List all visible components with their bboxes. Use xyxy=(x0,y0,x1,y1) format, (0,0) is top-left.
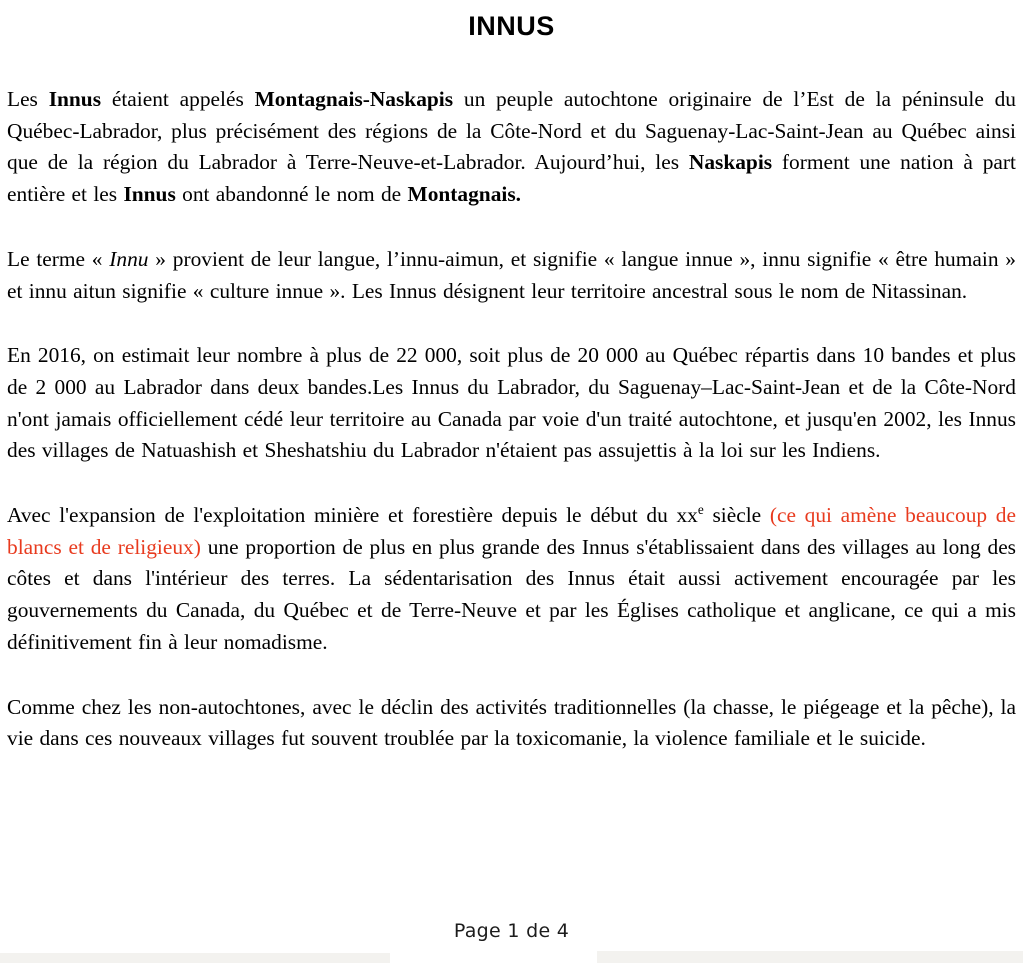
next-page-top-edge-left xyxy=(0,953,390,963)
text-segment-n: » provient de leur langue, l’innu-aimun, et signifie « langue innue », innu signifie « être humain » et innu aitun signifie « culture innue ». Les Innus désignent leur territoire ancestral sous le nom de Nitassinan. xyxy=(7,246,1023,303)
text-segment-n: Avec l'expansion de l'exploitation minière et forestière depuis le début du xx xyxy=(7,503,698,528)
text-segment-b: Montagnais. xyxy=(407,182,522,207)
text-segment-b: Naskapis xyxy=(688,150,773,175)
text-segment-r: (ce qui amène beaucoup de blancs et de religieux) xyxy=(7,503,1023,559)
text-segment-b: Innus xyxy=(48,87,102,111)
text-segment-n: un peuple autochtone originaire de l’Est de la péninsule du Québec-Labrador, plus précisément des régions de la Côte-Nord et du Saguenay-Lac-Saint-Jean au Québec ainsi que de la région du Labrador à Terre-Neuve-et-Labrador. Aujourd’hui, les xyxy=(7,87,1023,175)
text-segment-n: Le terme « xyxy=(7,246,110,271)
text-segment-n: une proportion de plus en plus grande des Innus s'établissaient dans des villages au long des côtes et dans l'intérieur des terres. La sédentarisation des Innus était aussi activement encouragée par les gouvernements du Canada, du Québec et de Terre-Neuve et par les Églises catholique et anglicane, ce qui a mis définitivement fin à leur nomadisme. xyxy=(7,534,1023,654)
text-segment-sup: e xyxy=(697,501,704,517)
paragraph xyxy=(7,340,1023,467)
text-segment-n: siècle xyxy=(703,503,770,528)
next-page-top-edge-right xyxy=(597,951,1023,963)
document-title: INNUS xyxy=(468,11,555,41)
text-segment-b: Innus xyxy=(123,182,176,207)
page-number: Page 1 de 4 xyxy=(453,920,570,942)
paragraph xyxy=(7,84,1023,211)
text-segment-n: ont abandonné le nom de xyxy=(175,182,408,207)
text-segment-n: étaient appelés xyxy=(101,87,255,111)
text-segment-n: Comme chez les non-autochtones, avec le déclin des activités traditionnelles (la chasse, le piégeage et la pêche), la vie dans ces nouveaux villages fut souvent troublée par la toxicomanie, la violence familiale et le suicide. xyxy=(7,694,1023,751)
paragraph xyxy=(7,500,1023,659)
paragraph xyxy=(7,692,1023,755)
paragraph xyxy=(7,244,1023,307)
document-body xyxy=(7,84,1023,755)
text-segment-b: Montagnais-Naskapis xyxy=(254,87,454,111)
text-segment-n: forment une nation à part entière et les xyxy=(7,150,1023,207)
text-segment-n: En 2016, on estimait leur nombre à plus de 22 000, soit plus de 20 000 au Québec répartis dans 10 bandes et plus de 2 000 au Labrador dans deux bandes.Les Innus du Labrador, du Saguenay–Lac-Saint-Jean et de la Côte-Nord n'ont jamais officiellement cédé leur territoire au Canada par voie d'un traité autochtone, et jusqu'en 2002, les Innus des villages de Natuashish et Sheshatshiu du Labrador n'étaient pas assujettis à la loi sur les Indiens. xyxy=(7,343,1023,463)
text-segment-i: Innu xyxy=(109,246,149,271)
text-segment-n: Les xyxy=(7,87,49,111)
